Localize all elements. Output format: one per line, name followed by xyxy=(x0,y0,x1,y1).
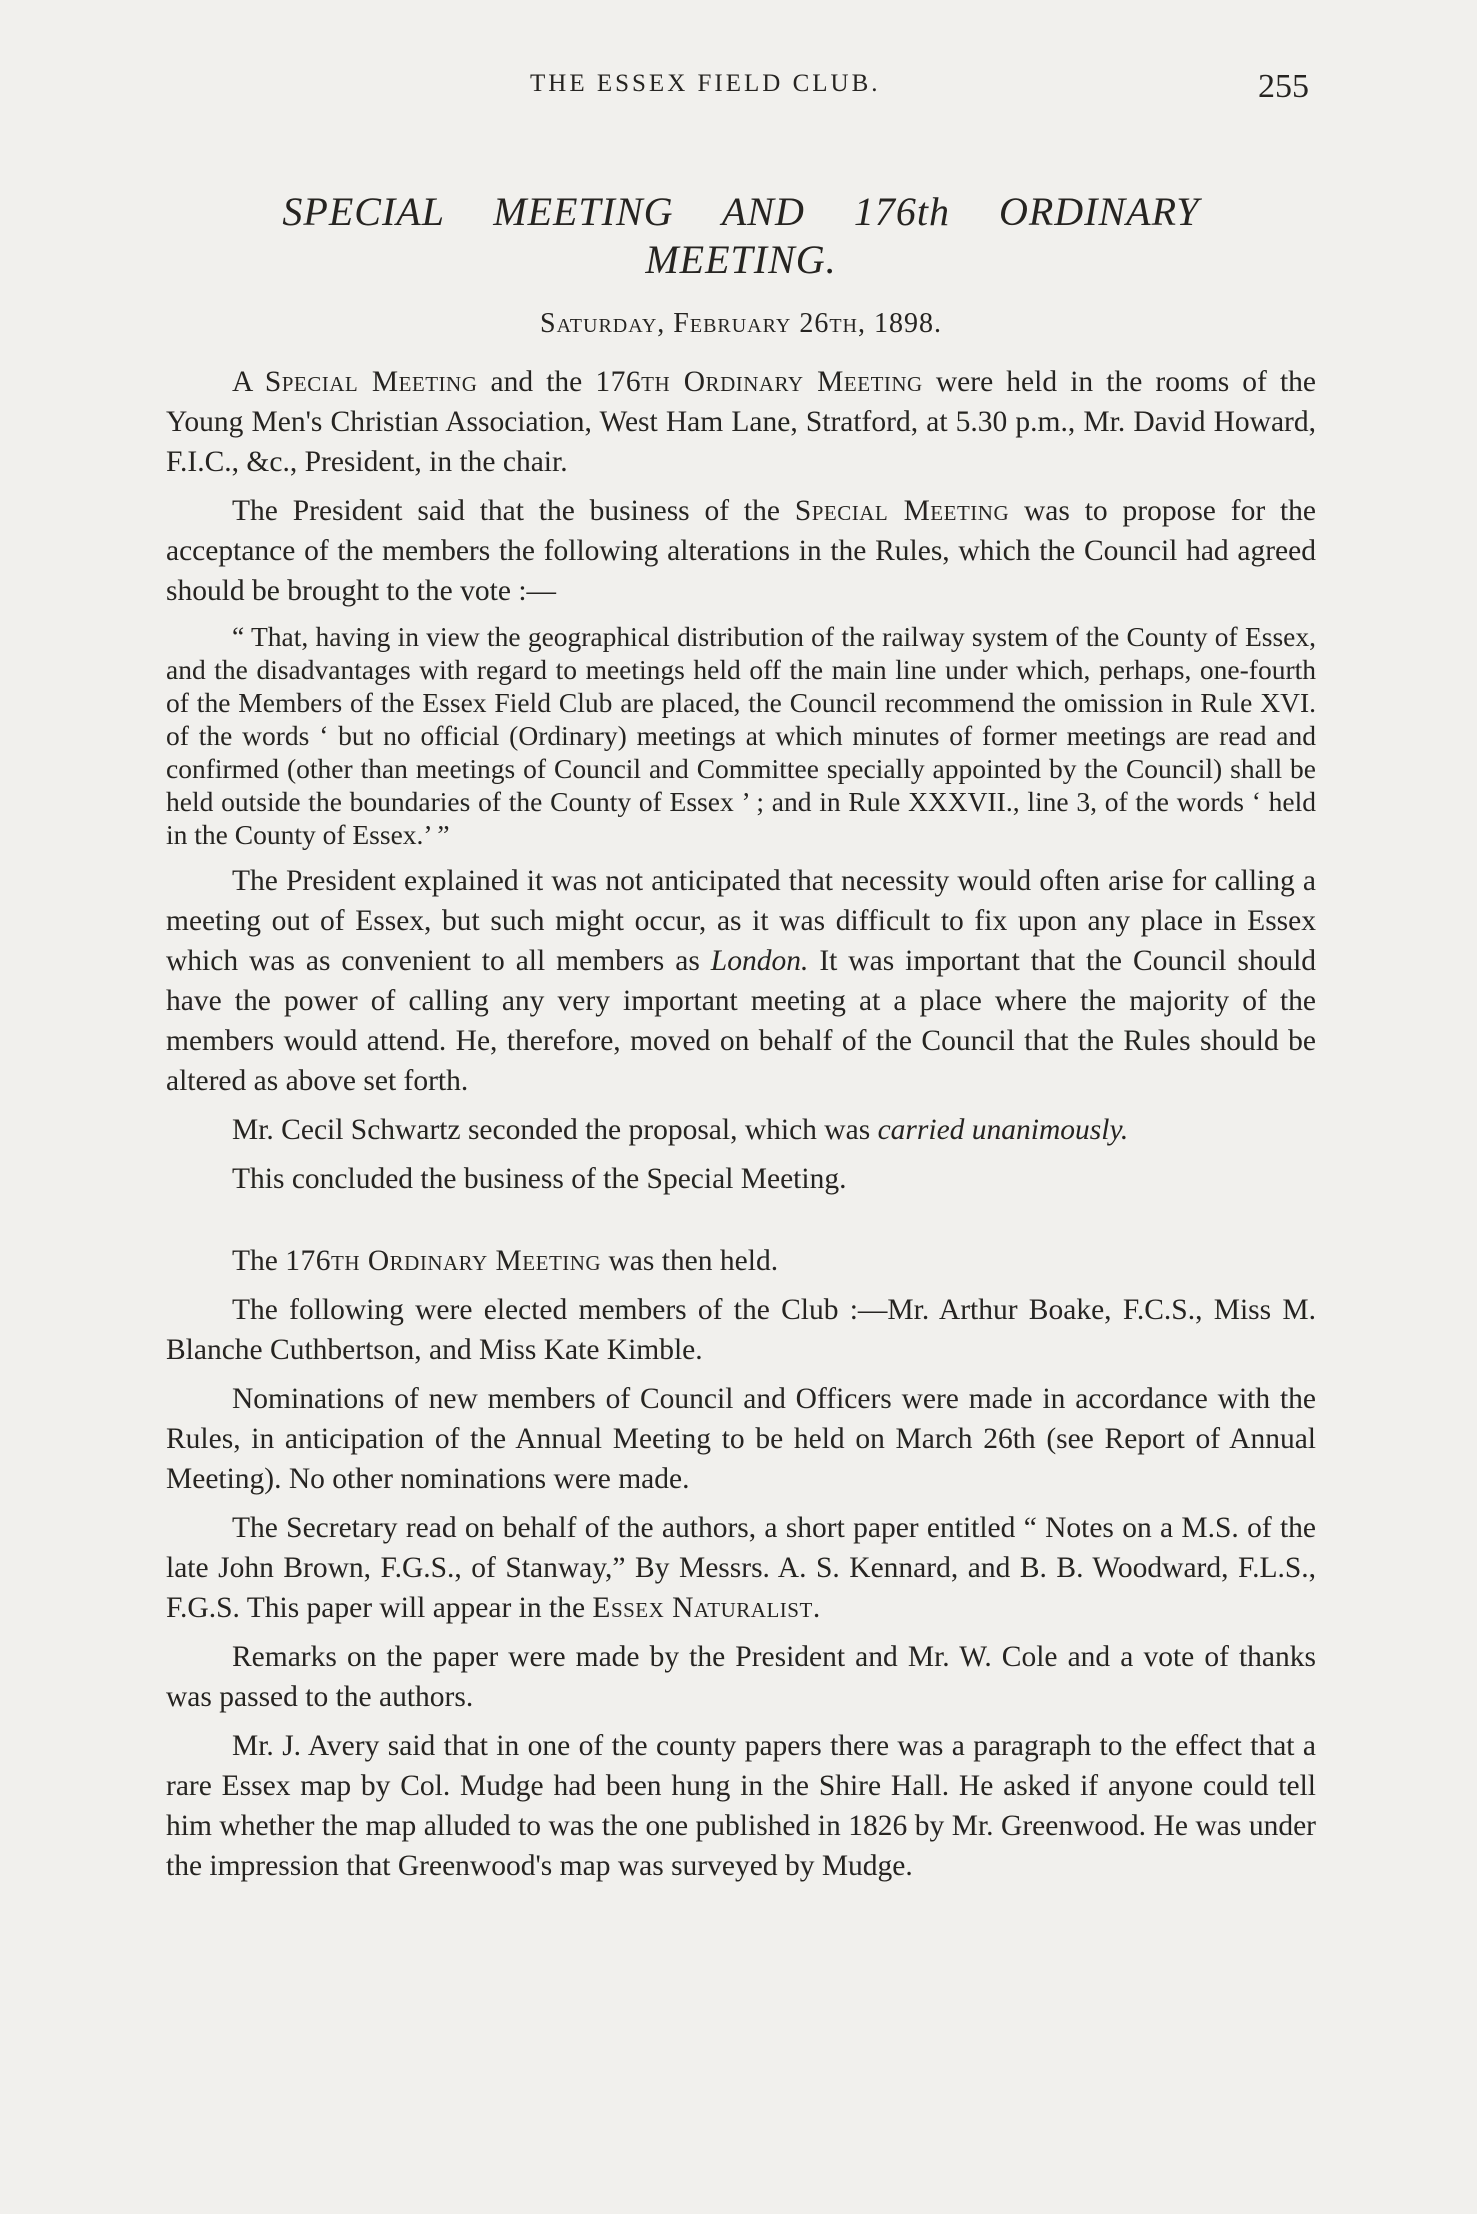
meeting-date: Saturday, February 26th, 1898. xyxy=(540,308,942,339)
paragraph: The following were elected members of the Club :—Mr. Arthur Boake, F.C.S., Miss M. Blanche Cuthbertson, and Miss Kate Kimble. xyxy=(166,1294,1316,1366)
paragraph: Nominations of new members of Council and Officers were made in accordance with the Rules, in anticipation of the Annual Meeting to be held on March 26th (see Report of Annual Meeting). No other nominations were made. xyxy=(166,1383,1316,1495)
paragraph: The President explained it was not anticipated that necessity would often arise for calling a meeting out of Essex, but such might occur, as it was difficult to fix upon any place in Essex which was as convenient to all members as London. It was important that the Council should have the power of calling any very important meeting at a place where the majority of the members would attend. He, therefore, moved on behalf of the Council that the Rules should be altered as above set forth. xyxy=(166,865,1317,1097)
paragraph: Mr. Cecil Schwartz seconded the proposal, which was carried unanimously. xyxy=(232,1114,1129,1146)
paragraph: Remarks on the paper were made by the President and Mr. W. Cole and a vote of thanks was passed to the authors. xyxy=(166,1641,1316,1713)
page-header xyxy=(0,68,1477,128)
paragraph: This concluded the business of the Special Meeting. xyxy=(232,1163,847,1195)
article-body xyxy=(166,188,1316,1895)
paragraph: The Secretary read on behalf of the authors, a short paper entitled “ Notes on a M.S. of the late John Brown, F.G.S., of Stanway,” By Messrs. A. S. Kennard, and B. B. Woodward, F.L.S., F.G.S. This paper will appear in the Essex Naturalist. xyxy=(166,1512,1316,1624)
paragraph: A Special Meeting and the 176th Ordinary Meeting were held in the rooms of the Young Men's Christian Association, West Ham Lane, Stratford, at 5.30 p.m., Mr. David Howard, F.I.C., &c., President, in the chair. xyxy=(166,366,1317,478)
running-title: THE ESSEX FIELD CLUB. xyxy=(530,70,881,97)
article-title: SPECIAL MEETING AND 176th ORDINARY MEETING. xyxy=(282,189,1200,282)
quoted-resolution: “ That, having in view the geographical distribution of the railway system of the County of Essex, and the disadvantages with regard to meetings held off the main line under which, perhaps, one-fourth of the Members of the Essex Field Club are placed, the Council recommend the omission in Rule XVI. of the words ‘ but no official (Ordinary) meetings at which minutes of former meetings are read and confirmed (other than meetings of Council and Committee specially appointed by the Council) shall be held outside the boundaries of the County of Essex ’ ; and in Rule XXXVII., line 3, of the words ‘ held in the County of Essex.’ ” xyxy=(166,621,1316,850)
page-number: 255 xyxy=(1258,68,1309,105)
paragraph: The President said that the business of the Special Meeting was to propose for the acceptance of the members the following alterations in the Rules, which the Council had agreed should be brought to the vote :— xyxy=(166,495,1317,607)
paragraph: Mr. J. Avery said that in one of the county papers there was a paragraph to the effect that a rare Essex map by Col. Mudge had been hung in the Shire Hall. He asked if anyone could tell him whether the map alluded to was the one published in 1826 by Mr. Greenwood. He was under the impression that Greenwood's map was surveyed by Mudge. xyxy=(166,1730,1316,1882)
paragraph: The 176th Ordinary Meeting was then held. xyxy=(232,1245,779,1277)
